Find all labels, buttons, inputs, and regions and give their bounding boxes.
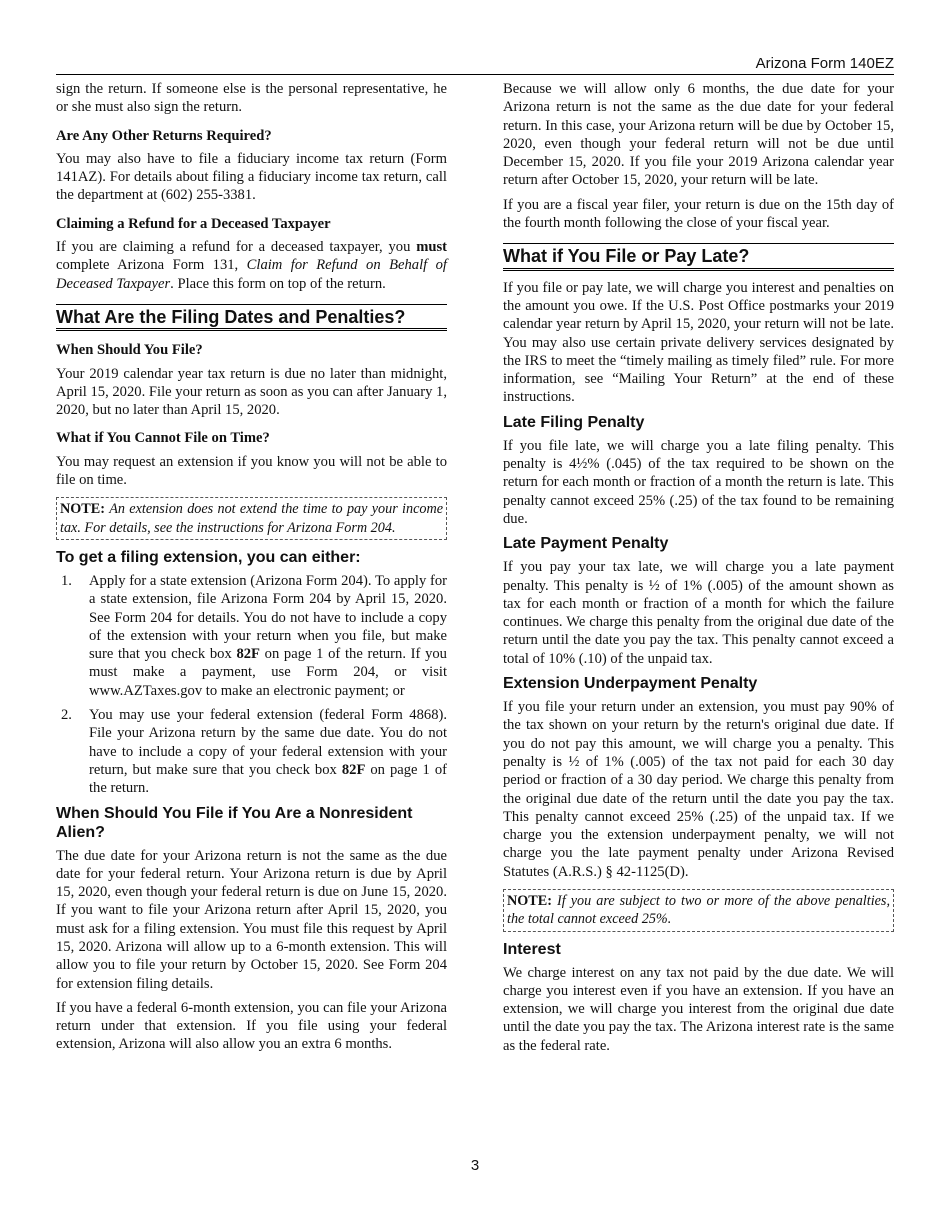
- list-item: [56, 706, 447, 797]
- text-run: Apply for a state extension (Arizona Form 204). To apply for a state extension, file Arizona Form 204 by April 15, 2020. See Form 204 for details. You do not have to include a copy of the extension with your return when you file, but make sure that you check box: [89, 572, 447, 663]
- left-column: [56, 80, 447, 1060]
- text-run: . Place this form on top of the return.: [170, 275, 386, 292]
- text-run: You may use your federal extension (federal Form 4868). File your Arizona return by the same due date. You do not have to include a copy of your federal extension with your return, but make sure that you check box: [89, 707, 447, 778]
- subheading-cannot-file: What if You Cannot File on Time?: [56, 430, 270, 447]
- emphasis-must: must: [416, 239, 448, 256]
- paragraph-interest: We charge interest on any tax not paid by the due date. We will charge you interest even if you have an extension. If you have an extension, we will charge you interest from the original due date until the date you pay the tax. The Arizona interest rate is the same as the federal rate.: [503, 964, 894, 1054]
- subheading-other-returns: Are Any Other Returns Required?: [56, 127, 272, 144]
- paragraph-nonresident: The due date for your Arizona return is not the same as the due date for your federal return. Your Arizona return is due by April 15, 2020, even though your federal return is due on June 15, 2020. If you want to file your Arizona return after April 15, 2020, you must ask for a filing extension. You must file this request by April 15, 2020. Arizona will allow up to a 6-month extension. This will allow you to file your return by October 15, 2020. See Form 204 for extension filing details.: [56, 847, 447, 992]
- text-run: on page 1 of the return.: [89, 761, 447, 797]
- note-text: If you are subject to two or more of the above penalties, the total cannot exceed 25%.: [507, 892, 891, 928]
- header-rule: [56, 74, 894, 75]
- heading-late-filing-penalty: Late Filing Penalty: [503, 413, 645, 431]
- paragraph-because: Because we will allow only 6 months, the due date for your Arizona return is not the same as the due date for your federal return. In this case, your Arizona return will be due by October 15, 2020, even though your federal return will not be due until December 15, 2020. If you file your 2019 Arizona calendar year return after October 15, 2020, your return will be late.: [503, 81, 894, 189]
- text-run: on page 1 of the return. If you must make a payment, use Form 204, or visit www.AZTaxes.gov to make an electronic payment; or: [89, 646, 447, 699]
- paragraph-fiscal: If you are a fiscal year filer, your return is due on the 15th day of the fourth month following the close of your fiscal year.: [503, 196, 894, 232]
- paragraph-extension-underpayment: If you file your return under an extension, you must pay 90% of the tax shown on your return by the return's original due date. If you do not pay this amount, we will charge you a penalty. This penalty is ½ of 1% (.005) of the tax not paid for each 30 day period or fraction of a 30 day period. We charge this penalty from the original due date of the return until the date you pay the tax. This penalty cannot exceed 25% (.25) of the unpaid tax. If we charge you the extension underpayment penalty, we will not charge you the late payment penalty under Arizona Revised Statutes (A.R.S.) § 42-1125(D).: [503, 699, 894, 880]
- list-number: 1.: [61, 572, 72, 589]
- box-label: 82F: [341, 761, 366, 778]
- list-item: [56, 572, 447, 700]
- form-title: Arizona Form 140EZ: [755, 55, 894, 72]
- form-title-italic: Claim for Refund on Behalf of Deceased Taxpayer: [56, 257, 447, 292]
- paragraph-late-filing-penalty: If you file late, we will charge you a late filing penalty. This penalty is 4½% (.045) of the tax required to be shown on the return for each month or fraction of a month the return is late. This penalty cannot exceed 25% (.25) of the tax found to be remaining due.: [503, 437, 894, 527]
- subheading-deceased: Claiming a Refund for a Deceased Taxpayer: [56, 215, 331, 232]
- note-box-extension: [56, 497, 447, 540]
- extension-options-list: [56, 572, 447, 798]
- note-label: NOTE:: [507, 892, 552, 909]
- paragraph-sign: sign the return. If someone else is the personal representative, he or she must also sign the return.: [56, 81, 447, 116]
- heading-extension-underpayment-penalty: Extension Underpayment Penalty: [503, 675, 758, 693]
- right-column: [503, 80, 894, 1061]
- paragraph-deceased: [56, 238, 447, 293]
- note-text: An extension does not extend the time to pay your income tax. For details, see the instructions for Arizona Form 204.: [60, 501, 444, 536]
- list-number: 2.: [61, 707, 72, 724]
- section-heading-filing-dates: What Are the Filing Dates and Penalties?: [56, 304, 447, 331]
- paragraph-when-file: Your 2019 calendar year tax return is due no later than midnight, April 15, 2020. File your return as soon as you can after January 1, 2020, but no later than April 15, 2020.: [56, 365, 447, 419]
- heading-late-payment-penalty: Late Payment Penalty: [503, 535, 669, 553]
- paragraph-other-returns: You may also have to file a fiduciary income tax return (Form 141AZ). For details about filing a fiduciary income tax return, call the department at (602) 255-3381.: [56, 150, 447, 204]
- list-item-text: [89, 706, 447, 797]
- paragraph-cannot-file: You may request an extension if you know you will not be able to file on time.: [56, 453, 447, 489]
- paragraph-file-pay-late: If you file or pay late, we will charge you interest and penalties on the amount you owe. If the U.S. Post Office postmarks your 2019 calendar year return by April 15, 2020, your return will not be late. You may also use certain private delivery services designated by the IRS to meet the “timely mailing as timely filed” rule. For more information, see “Mailing Your Return” at the end of these instructions.: [503, 279, 894, 406]
- section-heading-file-pay-late: What if You File or Pay Late?: [503, 243, 894, 270]
- page-number: 3: [470, 1157, 480, 1174]
- paragraph-federal-extension: If you have a federal 6-month extension, you can file your Arizona return under that extension. If you file using your federal extension, Arizona will also allow you an extra 6 months.: [56, 999, 447, 1053]
- heading-interest: Interest: [503, 940, 561, 958]
- heading-get-extension: To get a filing extension, you can either:: [56, 548, 361, 566]
- note-label: NOTE:: [60, 501, 105, 518]
- heading-nonresident-alien: When Should You File if You Are a Nonresident Alien?: [56, 804, 413, 841]
- list-item-text: [89, 572, 447, 700]
- subheading-when-file: When Should You File?: [56, 342, 203, 359]
- note-box-penalties: [503, 889, 894, 932]
- box-label: 82F: [236, 646, 260, 663]
- paragraph-late-payment-penalty: If you pay your tax late, we will charge you a late payment penalty. This penalty is ½ of 1% (.005) of the amount shown as tax for each month or fraction of a month for which the failure continues. We charge this penalty from the original due date of the return until the date you pay the tax. This penalty cannot exceed a total of 10% (.10) of the unpaid tax.: [503, 559, 894, 667]
- text-run: complete Arizona Form 131,: [56, 257, 239, 274]
- text-run: If you are claiming a refund for a deceased taxpayer, you: [56, 239, 411, 256]
